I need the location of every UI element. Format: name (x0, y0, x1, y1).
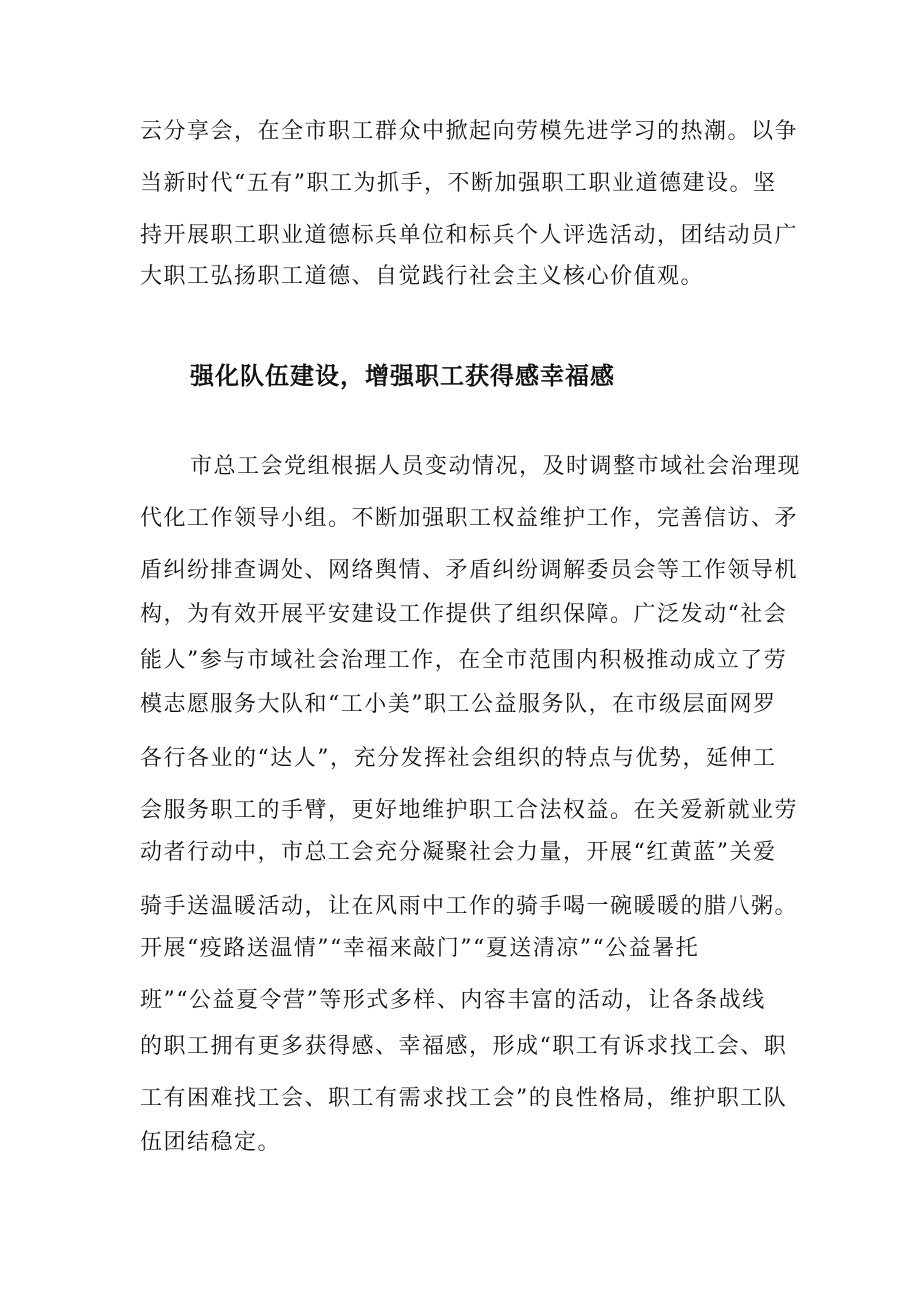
paragraph-line: 代化工作领导小组。不断加强职工权益维护工作，完善信访、矛 (140, 506, 799, 531)
paragraph-line: 会服务职工的手臂，更好地维护职工合法权益。在关爱新就业劳 (140, 798, 799, 823)
paragraph-line: 的职工拥有更多获得感、幸福感，形成“职工有诉求找工会、职 (140, 1034, 788, 1059)
paragraph-line: 市总工会党组根据人员变动情况，及时调整市域社会治理现 (190, 454, 802, 479)
paragraph-line: 班”“公益夏令营”等形式多样、内容丰富的活动，让各条战线 (140, 988, 766, 1013)
paragraph-line: 云分享会，在全市职工群众中掀起向劳模先进学习的热潮。以争 (140, 119, 799, 144)
paragraph-line: 动者行动中，市总工会充分凝聚社会力量，开展“红黄蓝”关爱 (140, 840, 777, 865)
paragraph-line: 持开展职工职业道德标兵单位和标兵个人评选活动，团结动员广 (140, 223, 799, 248)
paragraph-line: 开展“疫路送温情”“幸福来敲门”“夏送清凉”“公益暑托 (140, 936, 700, 961)
paragraph-line: 能人”参与市域社会治理工作，在全市范围内积极推动成立了劳 (140, 648, 788, 673)
paragraph-line: 构，为有效开展平安建设工作提供了组织保障。广泛发动“社会 (140, 602, 788, 627)
paragraph-line: 工有困难找工会、职工有需求找工会”的良性格局，维护职工队 (140, 1086, 788, 1111)
paragraph-line: 骑手送温暖活动，让在风雨中工作的骑手喝一碗暖暖的腊八粥。 (140, 894, 799, 919)
paragraph-line: 当新时代“五有”职工为抓手，不断加强职工职业道德建设。坚 (140, 171, 777, 196)
paragraph-line: 模志愿服务大队和“工小美”职工公益服务队，在市级层面网罗 (140, 692, 777, 717)
paragraph-line: 大职工弘扬职工道德、自觉践行社会主义核心价值观。 (140, 264, 705, 289)
paragraph-line: 盾纠纷排查调处、网络舆情、矛盾纠纷调解委员会等工作领导机 (140, 558, 799, 583)
paragraph-line: 各行各业的“达人”，充分发挥社会组织的特点与优势，延伸工 (140, 746, 777, 771)
section-heading: 强化队伍建设，增强职工获得感幸福感 (190, 362, 615, 390)
paragraph-line: 伍团结稳定。 (140, 1130, 282, 1155)
